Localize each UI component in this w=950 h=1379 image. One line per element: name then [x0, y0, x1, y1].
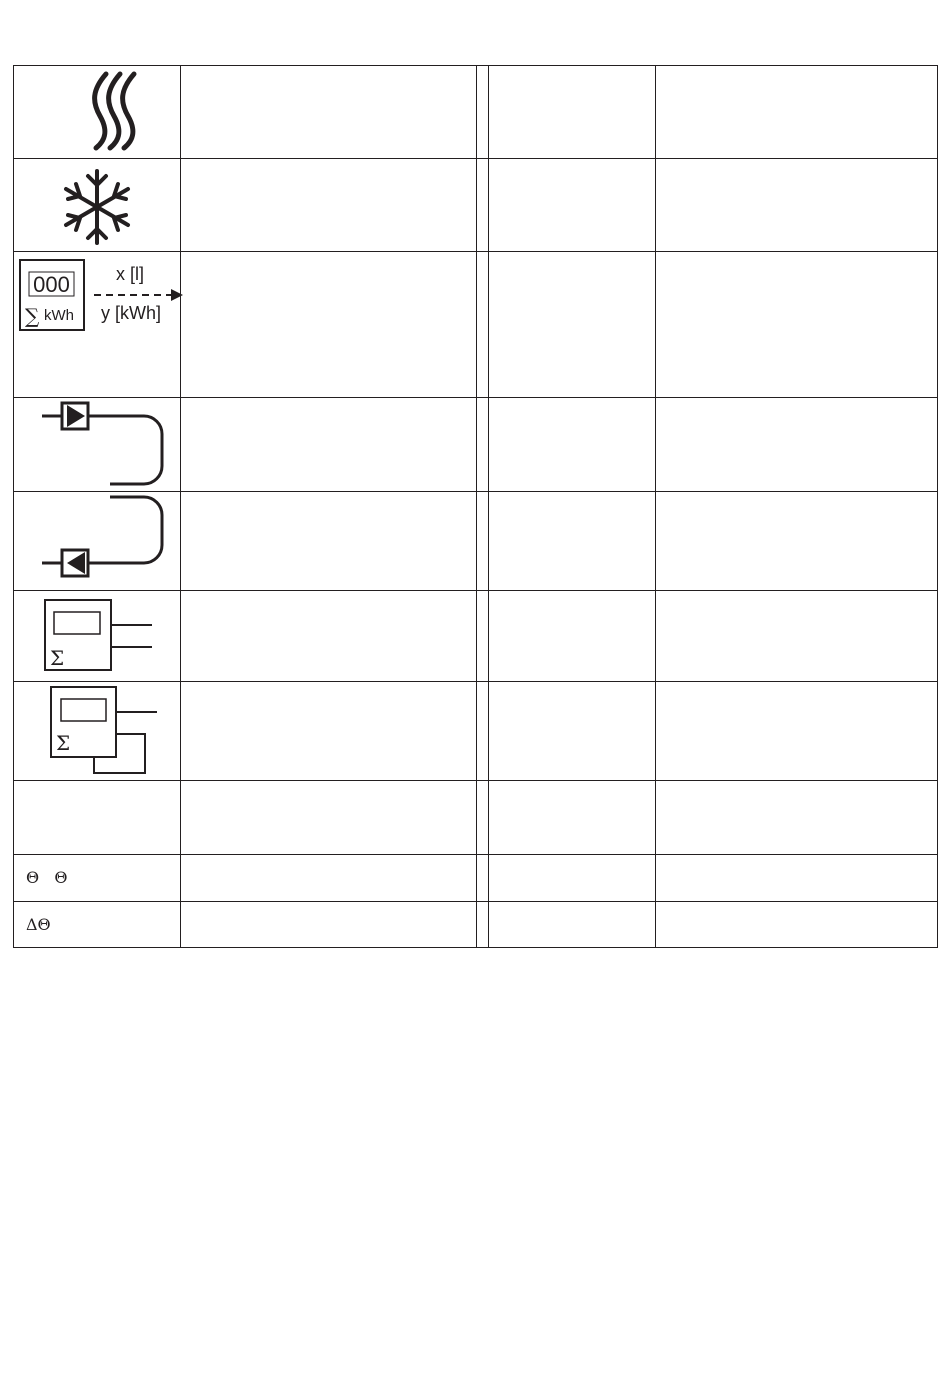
symbol-cell [14, 682, 181, 781]
description-cell [181, 902, 477, 948]
description-cell [181, 66, 477, 159]
spacer-cell [477, 591, 489, 682]
table-row [14, 252, 938, 398]
calculator-loop-icon [14, 682, 181, 781]
sum-symbol: Σ [50, 646, 65, 670]
arrow-right-icon [171, 289, 183, 301]
spacer-cell [477, 398, 489, 492]
spacer-cell [477, 159, 489, 252]
value-cell [489, 781, 656, 855]
energy-meter-pulse-icon [14, 252, 184, 398]
value-cell [489, 398, 656, 492]
spacer-cell [477, 855, 489, 902]
note-cell [656, 252, 938, 398]
note-cell [656, 492, 938, 591]
pulse-input-label: x [l] [115, 264, 145, 284]
table-row [14, 398, 938, 492]
note-cell [656, 591, 938, 682]
description-cell [181, 492, 477, 591]
value-cell [489, 591, 656, 682]
note-cell [656, 66, 938, 159]
sum-symbol: Σ [56, 731, 71, 755]
table-row [14, 591, 938, 682]
value-cell [489, 252, 656, 398]
symbol-cell [14, 398, 181, 492]
unit-label: kWh [44, 307, 74, 324]
temperature-symbols: Θ Θ [26, 868, 68, 887]
heating-waves-icon [14, 66, 181, 159]
value-cell [489, 682, 656, 781]
table-row [14, 855, 938, 902]
symbol-cell [14, 902, 181, 948]
value-cell [489, 902, 656, 948]
description-cell [181, 781, 477, 855]
spacer-cell [477, 66, 489, 159]
temperature-difference-symbol: ΔΘ [26, 914, 51, 934]
symbol-cell [14, 252, 181, 398]
note-cell [656, 682, 938, 781]
table-row [14, 66, 938, 159]
symbol-cell [14, 855, 181, 902]
note-cell [656, 398, 938, 492]
symbol-cell [14, 781, 181, 855]
table-row [14, 492, 938, 591]
table-row [14, 781, 938, 855]
spacer-cell [477, 902, 489, 948]
description-cell [181, 159, 477, 252]
symbol-cell [14, 492, 181, 591]
symbol-cell [14, 159, 181, 252]
note-cell [656, 159, 938, 252]
symbol-cell [14, 66, 181, 159]
pulse-output-label: y [kWh] [100, 303, 162, 323]
description-cell [181, 591, 477, 682]
table-row [14, 159, 938, 252]
flow-pipe-arrow-right-icon [14, 398, 181, 492]
calculator-two-wires-icon [14, 591, 181, 682]
description-cell [181, 398, 477, 492]
spacer-cell [477, 682, 489, 781]
note-cell [656, 855, 938, 902]
spacer-cell [477, 781, 489, 855]
description-cell [181, 252, 477, 398]
table-row [14, 682, 938, 781]
value-cell [489, 492, 656, 591]
note-cell [656, 902, 938, 948]
description-cell [181, 855, 477, 902]
spacer-cell [477, 252, 489, 398]
return-pipe-arrow-left-icon [14, 492, 181, 591]
snowflake-icon [14, 159, 181, 252]
sum-symbol: ∑ [25, 304, 40, 328]
meter-display-digits: 000 [33, 272, 70, 297]
symbol-table [13, 65, 938, 948]
value-cell [489, 159, 656, 252]
note-cell [656, 781, 938, 855]
table-row [14, 902, 938, 948]
value-cell [489, 66, 656, 159]
value-cell [489, 855, 656, 902]
spacer-cell [477, 492, 489, 591]
description-cell [181, 682, 477, 781]
symbol-cell [14, 591, 181, 682]
